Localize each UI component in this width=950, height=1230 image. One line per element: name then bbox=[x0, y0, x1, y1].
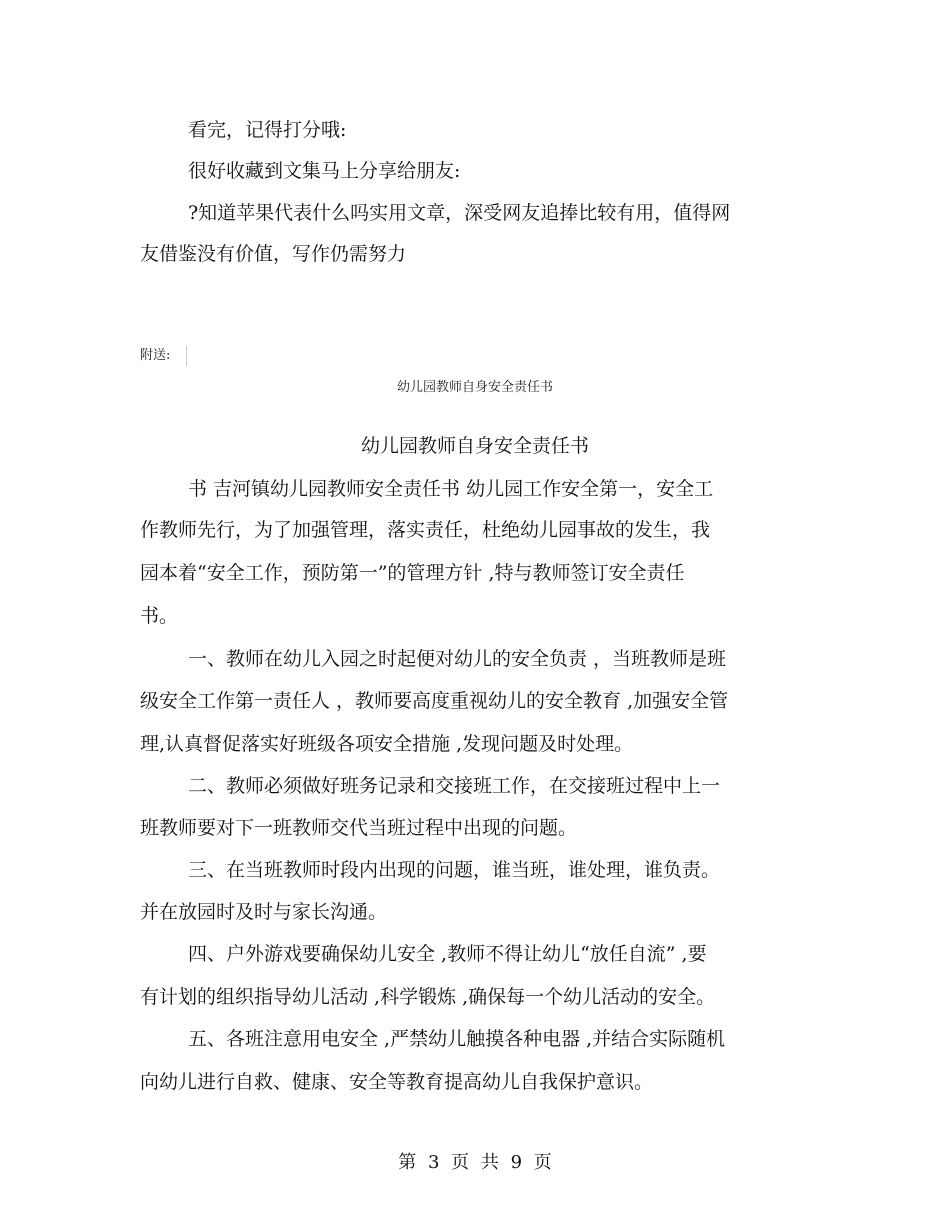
divider bbox=[186, 346, 187, 366]
intro-line-4: 友借鉴没有价值，写作仍需努力 bbox=[140, 243, 407, 265]
paragraph-line: 有计划的组织指导幼儿活动 ,科学锻炼 ,确保每一个幼儿活动的安全。 bbox=[140, 986, 716, 1008]
paragraph-line: 园本着“安全工作，预防第一”的管理方针 ,特与教师签订安全责任 bbox=[140, 562, 685, 584]
paragraph-line: 一、教师在幼儿入园之时起便对幼儿的安全负责 ，当班教师是班 bbox=[188, 648, 727, 670]
paragraph-line: 二、教师必须做好班务记录和交接班工作，在交接班过程中上一 bbox=[188, 775, 721, 797]
paragraph-line: 班教师要对下一班教师交代当班过程中出现的问题。 bbox=[140, 817, 578, 839]
paragraph-line: 书 吉河镇幼儿园教师安全责任书 幼儿园工作安全第一，安全工 bbox=[188, 478, 714, 500]
paragraph-line: 书。 bbox=[140, 605, 179, 627]
attachment-label: 附送: bbox=[140, 348, 171, 363]
paragraph-line: 四、户外游戏要确保幼儿安全 ,教师不得让幼儿“放任自流” ,要 bbox=[188, 943, 707, 965]
paragraph-line: 并在放园时及时与家长沟通。 bbox=[140, 901, 388, 923]
intro-line-2: 很好收藏到文集马上分享给朋友: bbox=[188, 160, 461, 182]
page-number: 第 3 页 共 9 页 bbox=[398, 1152, 552, 1173]
intro-line-3: ?知道苹果代表什么吗实用文章，深受网友追捧比较有用，值得网 bbox=[188, 202, 731, 224]
paragraph-line: 三、在当班教师时段内出现的问题，谁当班，谁处理，谁负责。 bbox=[188, 859, 721, 881]
paragraph-line: 级安全工作第一责任人 ，教师要高度重视幼儿的安全教育 ,加强安全管 bbox=[140, 690, 729, 712]
paragraph-line: 作教师先行，为了加强管理，落实责任，杜绝幼儿园事故的发生，我 bbox=[140, 519, 711, 541]
document-title: 幼儿园教师自身安全责任书 bbox=[360, 435, 589, 457]
paragraph-line: 五、各班注意用电安全 ,严禁幼儿触摸各种电器 ,并结合实际随机 bbox=[188, 1028, 726, 1050]
paragraph-line: 理,认真督促落实好班级各项安全措施 ,发现问题及时处理。 bbox=[140, 733, 634, 755]
paragraph-line: 向幼儿进行自救、健康、安全等教育提高幼儿自我保护意识。 bbox=[140, 1071, 654, 1093]
intro-line-1: 看完，记得打分哦: bbox=[188, 119, 347, 141]
attachment-small-title: 幼儿园教师自身安全责任书 bbox=[396, 380, 553, 395]
